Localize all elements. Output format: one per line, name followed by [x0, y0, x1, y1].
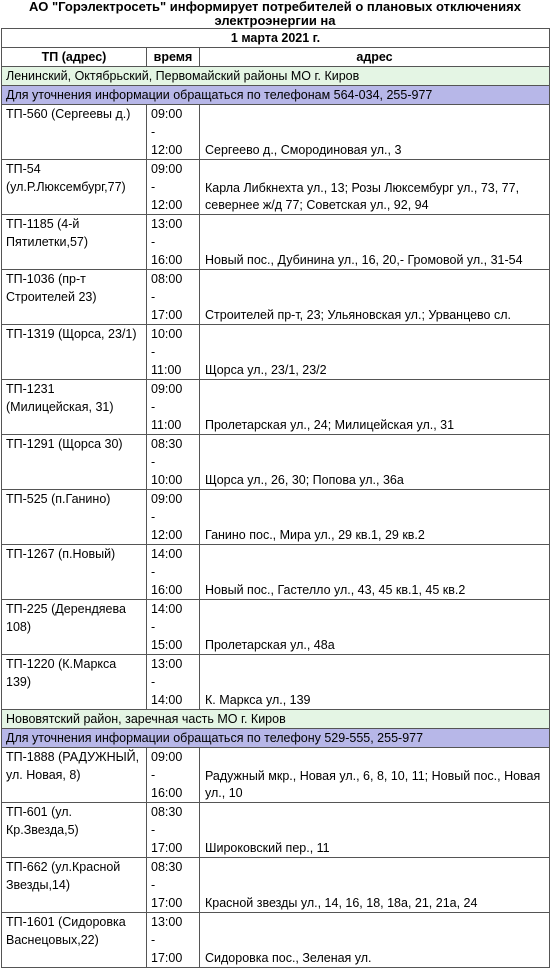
time-end: 17:00	[151, 308, 183, 322]
time-dash: -	[151, 823, 156, 837]
outage-row	[2, 160, 550, 215]
tp-cell: ТП-1267 (п.Новый)	[2, 545, 147, 600]
tp-cell: ТП-1319 (Щорса, 23/1)	[2, 325, 147, 380]
tp-cell: ТП-1220 (К.Маркса 139)	[2, 655, 147, 710]
address-cell: К. Маркса ул., 139	[200, 655, 550, 710]
outage-row	[2, 490, 550, 545]
tp-cell: ТП-1291 (Щорса 30)	[2, 435, 147, 490]
time-cell	[147, 655, 200, 710]
district-row	[2, 67, 550, 86]
time-dash: -	[151, 620, 156, 634]
time-cell	[147, 215, 200, 270]
outage-row	[2, 913, 550, 968]
time-end: 12:00	[151, 143, 183, 157]
time-end: 11:00	[151, 418, 182, 432]
time-start: 09:00	[151, 382, 183, 396]
district-row	[2, 710, 550, 729]
outage-row	[2, 270, 550, 325]
address-cell: Пролетарская ул., 24; Милицейская ул., 31	[200, 380, 550, 435]
outage-row	[2, 325, 550, 380]
time-dash: -	[151, 125, 156, 139]
outage-row	[2, 435, 550, 490]
time-dash: -	[151, 675, 156, 689]
outage-row	[2, 655, 550, 710]
time-cell	[147, 545, 200, 600]
contact-row	[2, 86, 550, 105]
contact-row	[2, 729, 550, 748]
header-row	[2, 48, 550, 67]
address-cell: Ганино пос., Мира ул., 29 кв.1, 29 кв.2	[200, 490, 550, 545]
time-dash: -	[151, 345, 156, 359]
time-dash: -	[151, 400, 156, 414]
time-dash: -	[151, 768, 156, 782]
outage-row	[2, 858, 550, 913]
time-dash: -	[151, 235, 156, 249]
address-cell: Строителей пр-т, 23; Ульяновская ул.; Урванцево сл.	[200, 270, 550, 325]
tp-cell: ТП-662 (ул.Красной Звезды,14)	[2, 858, 147, 913]
tp-cell: ТП-1036 (пр-т Строителей 23)	[2, 270, 147, 325]
column-header-time: время	[147, 48, 200, 67]
address-cell: Радужный мкр., Новая ул., 6, 8, 10, 11; Новый пос., Новая ул., 10	[200, 748, 550, 803]
time-start: 09:00	[151, 492, 183, 506]
notice-title-line1: АО "Горэлектросеть" информирует потребителей о плановых отключениях	[29, 0, 521, 14]
outage-row	[2, 803, 550, 858]
time-end: 17:00	[151, 951, 183, 965]
time-start: 13:00	[151, 657, 183, 671]
address-cell: Сергеево д., Смородиновая ул., 3	[200, 105, 550, 160]
outage-row	[2, 748, 550, 803]
tp-cell: ТП-601 (ул. Кр.Звезда,5)	[2, 803, 147, 858]
time-end: 17:00	[151, 896, 183, 910]
tp-cell: ТП-1888 (РАДУЖНЫЙ, ул. Новая, 8)	[2, 748, 147, 803]
time-start: 10:00	[151, 327, 183, 341]
time-end: 16:00	[151, 253, 183, 267]
time-cell	[147, 913, 200, 968]
time-end: 11:00	[151, 363, 182, 377]
time-cell	[147, 270, 200, 325]
tp-cell: ТП-1185 (4-й Пятилетки,57)	[2, 215, 147, 270]
outage-table-body	[2, 29, 550, 968]
time-end: 10:00	[151, 473, 183, 487]
time-cell	[147, 105, 200, 160]
time-start: 13:00	[151, 915, 183, 929]
time-start: 08:30	[151, 860, 183, 874]
time-cell	[147, 325, 200, 380]
address-cell: Карла Либкнехта ул., 13; Розы Люксембург ул., 73, 77, севернее ж/д 77; Советская ул., 92, 94	[200, 160, 550, 215]
address-cell: Щорса ул., 26, 30; Попова ул., 36а	[200, 435, 550, 490]
tp-cell: ТП-525 (п.Ганино)	[2, 490, 147, 545]
time-end: 16:00	[151, 583, 183, 597]
time-dash: -	[151, 933, 156, 947]
time-cell	[147, 490, 200, 545]
contact-label: Для уточнения информации обращаться по телефонам 564-034, 255-977	[2, 86, 550, 105]
tp-cell: ТП-1231 (Милицейская, 31)	[2, 380, 147, 435]
address-cell: Сидоровка пос., Зеленая ул.	[200, 913, 550, 968]
time-dash: -	[151, 510, 156, 524]
time-start: 08:00	[151, 272, 183, 286]
time-dash: -	[151, 878, 156, 892]
address-cell: Щорса ул., 23/1, 23/2	[200, 325, 550, 380]
time-end: 12:00	[151, 198, 183, 212]
time-cell	[147, 380, 200, 435]
address-cell: Красной звезды ул., 14, 16, 18, 18а, 21, 21а, 24	[200, 858, 550, 913]
time-start: 08:30	[151, 437, 183, 451]
contact-label: Для уточнения информации обращаться по телефону 529-555, 255-977	[2, 729, 550, 748]
outage-row	[2, 105, 550, 160]
tp-cell: ТП-225 (Дерендяева 108)	[2, 600, 147, 655]
address-cell: Широковский пер., 11	[200, 803, 550, 858]
time-start: 08:30	[151, 805, 183, 819]
time-cell	[147, 435, 200, 490]
address-cell: Новый пос., Дубинина ул., 16, 20,- Громовой ул., 31-54	[200, 215, 550, 270]
outage-table	[1, 28, 550, 968]
time-dash: -	[151, 455, 156, 469]
time-dash: -	[151, 180, 156, 194]
outage-row	[2, 545, 550, 600]
outage-row	[2, 600, 550, 655]
notice-date: 1 марта 2021 г.	[2, 29, 550, 48]
time-start: 09:00	[151, 750, 183, 764]
time-cell	[147, 748, 200, 803]
tp-cell: ТП-54 (ул.Р.Люксембург,77)	[2, 160, 147, 215]
time-start: 14:00	[151, 602, 183, 616]
time-start: 09:00	[151, 162, 183, 176]
time-cell	[147, 160, 200, 215]
time-cell	[147, 858, 200, 913]
tp-cell: ТП-1601 (Сидоровка Васнецовых,22)	[2, 913, 147, 968]
time-dash: -	[151, 290, 156, 304]
column-header-address: адрес	[200, 48, 550, 67]
district-label: Нововятский район, заречная часть МО г. Киров	[2, 710, 550, 729]
time-dash: -	[151, 565, 156, 579]
column-header-tp: ТП (адрес)	[2, 48, 147, 67]
time-end: 14:00	[151, 693, 183, 707]
district-label: Ленинский, Октябрьский, Первомайский районы МО г. Киров	[2, 67, 550, 86]
time-cell	[147, 600, 200, 655]
tp-cell: ТП-560 (Сергеевы д.)	[2, 105, 147, 160]
time-end: 17:00	[151, 841, 183, 855]
time-start: 13:00	[151, 217, 183, 231]
time-start: 09:00	[151, 107, 183, 121]
address-cell: Пролетарская ул., 48а	[200, 600, 550, 655]
outage-row	[2, 380, 550, 435]
time-end: 15:00	[151, 638, 183, 652]
time-end: 16:00	[151, 786, 183, 800]
time-end: 12:00	[151, 528, 183, 542]
outage-row	[2, 215, 550, 270]
address-cell: Новый пос., Гастелло ул., 43, 45 кв.1, 45 кв.2	[200, 545, 550, 600]
date-row	[2, 29, 550, 48]
time-cell	[147, 803, 200, 858]
time-start: 14:00	[151, 547, 183, 561]
notice-title-line2: электроэнергии на	[214, 13, 336, 28]
